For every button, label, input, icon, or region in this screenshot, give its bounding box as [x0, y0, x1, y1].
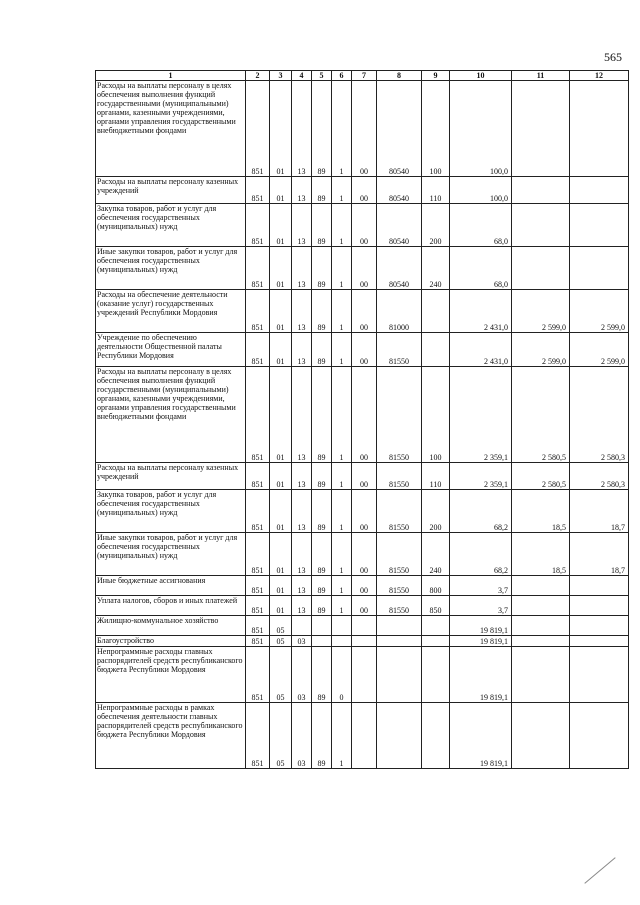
cell-c9: 100: [422, 81, 450, 177]
cell-c10: 68,2: [450, 533, 512, 576]
cell-c10: 2 359,1: [450, 367, 512, 463]
table-row: [96, 596, 629, 616]
row-name: Жилищно-коммунальное хозяйство: [96, 616, 246, 636]
cell-c4: 13: [292, 333, 312, 367]
cell-c5: 89: [312, 177, 332, 204]
table-row: [96, 290, 629, 333]
cell-c5: 89: [312, 490, 332, 533]
cell-c9: 110: [422, 177, 450, 204]
cell-c4: 13: [292, 463, 312, 490]
cell-c3: 01: [270, 247, 292, 290]
cell-c11: 18,5: [512, 490, 570, 533]
cell-c10: 3,7: [450, 576, 512, 596]
cell-c2: 851: [246, 533, 270, 576]
cell-c8: [377, 616, 422, 636]
cell-c7: 00: [352, 204, 377, 247]
cell-c2: 851: [246, 616, 270, 636]
cell-c6: 1: [332, 576, 352, 596]
cell-c6: 1: [332, 204, 352, 247]
cell-c2: 851: [246, 204, 270, 247]
cell-c12: 2 599,0: [570, 333, 629, 367]
cell-c8: 81550: [377, 367, 422, 463]
cell-c6: 0: [332, 647, 352, 703]
table-row: [96, 204, 629, 247]
row-name: Иные бюджетные ассигнования: [96, 576, 246, 596]
table-row: [96, 616, 629, 636]
cell-c3: 05: [270, 647, 292, 703]
cell-c11: 2 580,5: [512, 463, 570, 490]
cell-c5: 89: [312, 367, 332, 463]
cell-c2: 851: [246, 290, 270, 333]
cell-c6: 1: [332, 533, 352, 576]
cell-c12: [570, 703, 629, 769]
cell-c4: 03: [292, 647, 312, 703]
cell-c8: 80540: [377, 177, 422, 204]
cell-c4: 13: [292, 247, 312, 290]
cell-c8: [377, 647, 422, 703]
cell-c7: 00: [352, 177, 377, 204]
cell-c5: 89: [312, 647, 332, 703]
table-row: [96, 247, 629, 290]
cell-c3: 01: [270, 533, 292, 576]
cell-c12: [570, 636, 629, 647]
row-name: Непрограммные расходы в рамках обеспечения деятельности главных распорядителей средств республиканского бюджета Республики Мордовия: [96, 703, 246, 769]
cell-c8: [377, 703, 422, 769]
cell-c8: 80540: [377, 247, 422, 290]
cell-c12: [570, 177, 629, 204]
cell-c9: 200: [422, 490, 450, 533]
cell-c9: [422, 333, 450, 367]
cell-c12: 2 599,0: [570, 290, 629, 333]
cell-c5: 89: [312, 333, 332, 367]
cell-c2: 851: [246, 177, 270, 204]
cell-c6: 1: [332, 703, 352, 769]
cell-c10: 100,0: [450, 177, 512, 204]
cell-c11: [512, 636, 570, 647]
cell-c3: 01: [270, 204, 292, 247]
cell-c9: [422, 636, 450, 647]
cell-c6: 1: [332, 247, 352, 290]
cell-c5: [312, 616, 332, 636]
cell-c12: [570, 247, 629, 290]
cell-c5: 89: [312, 533, 332, 576]
table-row: [96, 533, 629, 576]
cell-c3: 01: [270, 490, 292, 533]
cell-c8: 81550: [377, 576, 422, 596]
row-name: Иные закупки товаров, работ и услуг для обеспечения государственных (муниципальных) нужд: [96, 247, 246, 290]
table-row: [96, 490, 629, 533]
cell-c12: [570, 204, 629, 247]
cell-c8: 81550: [377, 333, 422, 367]
cell-c9: [422, 616, 450, 636]
col-header: 2: [246, 71, 270, 81]
row-name: Иные закупки товаров, работ и услуг для обеспечения государственных (муниципальных) нужд: [96, 533, 246, 576]
cell-c6: 1: [332, 596, 352, 616]
cell-c3: 01: [270, 367, 292, 463]
cell-c2: 851: [246, 81, 270, 177]
cell-c4: 13: [292, 204, 312, 247]
cell-c12: [570, 596, 629, 616]
cell-c4: 13: [292, 81, 312, 177]
cell-c12: [570, 576, 629, 596]
cell-c6: 1: [332, 290, 352, 333]
cell-c8: 81550: [377, 533, 422, 576]
cell-c2: 851: [246, 333, 270, 367]
cell-c5: 89: [312, 290, 332, 333]
cell-c10: 19 819,1: [450, 636, 512, 647]
cell-c6: 1: [332, 367, 352, 463]
cell-c10: 19 819,1: [450, 616, 512, 636]
table-row: [96, 463, 629, 490]
col-header: 7: [352, 71, 377, 81]
cell-c11: 2 580,5: [512, 367, 570, 463]
cell-c4: 13: [292, 177, 312, 204]
cell-c7: 00: [352, 490, 377, 533]
row-name: Благоустройство: [96, 636, 246, 647]
col-header: 6: [332, 71, 352, 81]
cell-c11: [512, 616, 570, 636]
cell-c7: [352, 616, 377, 636]
cell-c5: 89: [312, 247, 332, 290]
cell-c4: 13: [292, 290, 312, 333]
cell-c9: 800: [422, 576, 450, 596]
cell-c7: 00: [352, 333, 377, 367]
cell-c4: 13: [292, 596, 312, 616]
scan-mark: [584, 857, 615, 883]
cell-c2: 851: [246, 367, 270, 463]
cell-c9: 850: [422, 596, 450, 616]
budget-table: [95, 70, 629, 769]
cell-c5: 89: [312, 81, 332, 177]
cell-c11: [512, 247, 570, 290]
table-row: [96, 703, 629, 769]
cell-c6: 1: [332, 177, 352, 204]
cell-c10: 2 431,0: [450, 290, 512, 333]
cell-c9: 240: [422, 533, 450, 576]
cell-c2: 851: [246, 576, 270, 596]
cell-c7: [352, 647, 377, 703]
cell-c12: 18,7: [570, 533, 629, 576]
cell-c9: 100: [422, 367, 450, 463]
cell-c7: [352, 703, 377, 769]
cell-c3: 01: [270, 177, 292, 204]
cell-c11: [512, 576, 570, 596]
row-name: Уплата налогов, сборов и иных платежей: [96, 596, 246, 616]
cell-c12: [570, 647, 629, 703]
cell-c9: 200: [422, 204, 450, 247]
cell-c7: 00: [352, 576, 377, 596]
col-header: 5: [312, 71, 332, 81]
table-row: [96, 647, 629, 703]
header-row: [96, 71, 629, 81]
cell-c7: 00: [352, 290, 377, 333]
cell-c11: [512, 596, 570, 616]
cell-c11: 18,5: [512, 533, 570, 576]
cell-c3: 05: [270, 616, 292, 636]
row-name: Расходы на выплаты персоналу в целях обеспечения выполнения функций государственными (муниципальными) органами, казенными учреждениями, органами управления государственными внебюджетными фондами: [96, 367, 246, 463]
table-row: [96, 576, 629, 596]
cell-c2: 851: [246, 490, 270, 533]
table-row: [96, 177, 629, 204]
cell-c10: 100,0: [450, 81, 512, 177]
cell-c4: 13: [292, 490, 312, 533]
cell-c10: 2 359,1: [450, 463, 512, 490]
col-header: 4: [292, 71, 312, 81]
cell-c3: 01: [270, 596, 292, 616]
cell-c4: 13: [292, 367, 312, 463]
row-name: Непрограммные расходы главных распорядителей средств республиканского бюджета Республики Мордовия: [96, 647, 246, 703]
cell-c6: 1: [332, 490, 352, 533]
cell-c2: 851: [246, 247, 270, 290]
cell-c3: 05: [270, 703, 292, 769]
row-name: Расходы на выплаты персоналу казенных учреждений: [96, 463, 246, 490]
cell-c10: 2 431,0: [450, 333, 512, 367]
cell-c5: 89: [312, 576, 332, 596]
cell-c7: 00: [352, 596, 377, 616]
cell-c11: [512, 647, 570, 703]
cell-c3: 01: [270, 81, 292, 177]
col-header: 10: [450, 71, 512, 81]
cell-c11: 2 599,0: [512, 290, 570, 333]
cell-c8: 81550: [377, 596, 422, 616]
cell-c4: 03: [292, 703, 312, 769]
cell-c5: 89: [312, 463, 332, 490]
cell-c7: 00: [352, 367, 377, 463]
cell-c3: 01: [270, 333, 292, 367]
cell-c4: [292, 616, 312, 636]
cell-c8: 81000: [377, 290, 422, 333]
cell-c2: 851: [246, 703, 270, 769]
cell-c11: [512, 177, 570, 204]
cell-c12: 2 580,3: [570, 367, 629, 463]
cell-c10: 3,7: [450, 596, 512, 616]
cell-c8: 81550: [377, 490, 422, 533]
cell-c3: 01: [270, 463, 292, 490]
table-row: [96, 636, 629, 647]
cell-c10: 68,0: [450, 204, 512, 247]
cell-c9: [422, 703, 450, 769]
cell-c6: 1: [332, 333, 352, 367]
cell-c2: 851: [246, 463, 270, 490]
col-header: 11: [512, 71, 570, 81]
row-name: Расходы на выплаты персоналу казенных учреждений: [96, 177, 246, 204]
cell-c12: [570, 81, 629, 177]
cell-c7: [352, 636, 377, 647]
cell-c7: 00: [352, 463, 377, 490]
row-name: Расходы на выплаты персоналу в целях обеспечения выполнения функций государственными (муниципальными) органами, казенными учреждениями, органами управления государственными внебюджетными фондами: [96, 81, 246, 177]
cell-c8: 80540: [377, 204, 422, 247]
col-header: 9: [422, 71, 450, 81]
col-header: 8: [377, 71, 422, 81]
cell-c6: 1: [332, 463, 352, 490]
cell-c9: 240: [422, 247, 450, 290]
cell-c11: [512, 81, 570, 177]
cell-c3: 01: [270, 576, 292, 596]
cell-c6: [332, 636, 352, 647]
cell-c6: 1: [332, 81, 352, 177]
cell-c10: 68,0: [450, 247, 512, 290]
row-name: Закупка товаров, работ и услуг для обеспечения государственных (муниципальных) нужд: [96, 490, 246, 533]
cell-c12: 2 580,3: [570, 463, 629, 490]
cell-c11: [512, 703, 570, 769]
cell-c11: 2 599,0: [512, 333, 570, 367]
row-name: Учреждение по обеспечению деятельности Общественной палаты Республики Мордовия: [96, 333, 246, 367]
cell-c4: 03: [292, 636, 312, 647]
cell-c9: [422, 290, 450, 333]
cell-c2: 851: [246, 596, 270, 616]
cell-c7: 00: [352, 247, 377, 290]
table-row: [96, 81, 629, 177]
row-name: Расходы на обеспечение деятельности (оказание услуг) государственных учреждений Республики Мордовия: [96, 290, 246, 333]
cell-c8: 80540: [377, 81, 422, 177]
cell-c5: 89: [312, 596, 332, 616]
col-header: 3: [270, 71, 292, 81]
table-row: [96, 333, 629, 367]
cell-c12: [570, 616, 629, 636]
cell-c2: 851: [246, 636, 270, 647]
cell-c10: 19 819,1: [450, 647, 512, 703]
cell-c10: 68,2: [450, 490, 512, 533]
cell-c8: [377, 636, 422, 647]
cell-c12: 18,7: [570, 490, 629, 533]
cell-c9: 110: [422, 463, 450, 490]
page-number: 565: [604, 50, 622, 64]
cell-c5: 89: [312, 204, 332, 247]
col-header: 1: [96, 71, 246, 81]
col-header: 12: [570, 71, 629, 81]
cell-c4: 13: [292, 533, 312, 576]
cell-c7: 00: [352, 81, 377, 177]
cell-c9: [422, 647, 450, 703]
cell-c3: 01: [270, 290, 292, 333]
cell-c5: 89: [312, 703, 332, 769]
cell-c10: 19 819,1: [450, 703, 512, 769]
cell-c11: [512, 204, 570, 247]
cell-c5: [312, 636, 332, 647]
cell-c3: 05: [270, 636, 292, 647]
cell-c7: 00: [352, 533, 377, 576]
cell-c6: [332, 616, 352, 636]
table-row: [96, 367, 629, 463]
cell-c4: 13: [292, 576, 312, 596]
cell-c2: 851: [246, 647, 270, 703]
row-name: Закупка товаров, работ и услуг для обеспечения государственных (муниципальных) нужд: [96, 204, 246, 247]
cell-c8: 81550: [377, 463, 422, 490]
